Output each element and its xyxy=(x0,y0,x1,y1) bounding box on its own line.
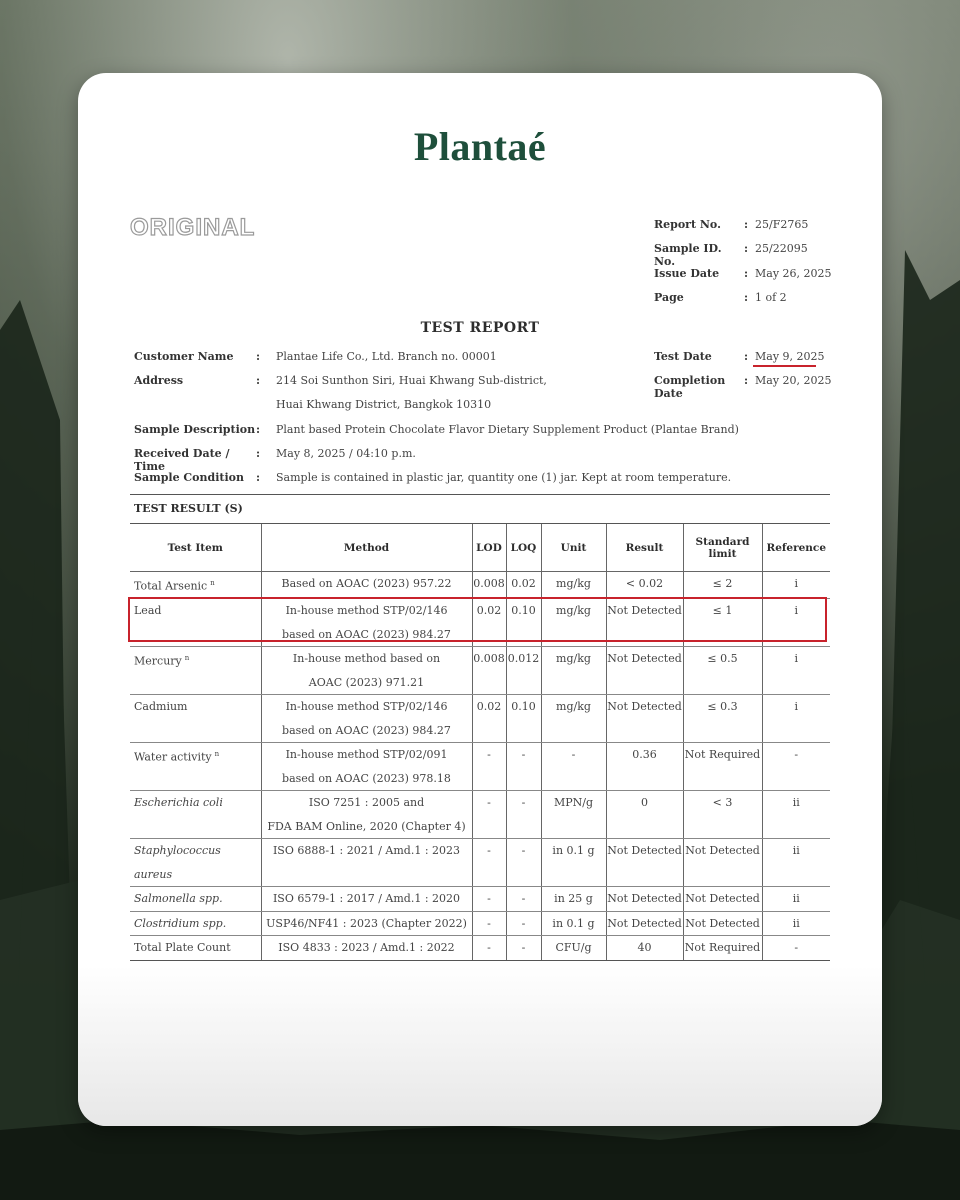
method-line: based on AOAC (2023) 978.18 xyxy=(282,771,451,785)
method-cell xyxy=(261,791,472,839)
info-colon: : xyxy=(256,470,261,484)
date-row xyxy=(654,350,832,374)
table-row xyxy=(130,572,830,599)
limit-cell: Not Required xyxy=(683,743,762,791)
info-value: Plantae Life Co., Ltd. Branch no. 00001 xyxy=(276,350,497,363)
lod-cell: 0.008 xyxy=(472,572,506,599)
test-item-cell xyxy=(130,695,261,743)
unit-cell: mg/kg xyxy=(541,599,606,647)
info-colon: : xyxy=(256,374,261,388)
test-item-cell xyxy=(130,743,261,791)
unit-cell: MPN/g xyxy=(541,791,606,839)
unit-cell: mg/kg xyxy=(541,572,606,599)
results-table-wrap xyxy=(130,524,830,961)
table-row xyxy=(130,791,830,839)
info-row xyxy=(134,471,739,495)
test-item: Water activity xyxy=(134,750,212,764)
test-item-cell xyxy=(130,936,261,961)
column-header: Unit xyxy=(541,524,606,572)
test-item-cell xyxy=(130,887,261,912)
method-cell xyxy=(261,936,472,961)
loq-cell: 0.10 xyxy=(506,599,541,647)
test-item-cell xyxy=(130,572,261,599)
info-colon: : xyxy=(256,446,261,460)
method-line: USP46/NF41 : 2023 (Chapter 2022) xyxy=(266,916,467,930)
info-row xyxy=(134,350,739,374)
test-item: Clostridium spp. xyxy=(134,916,227,930)
meta-row xyxy=(654,242,832,269)
unit-cell: in 25 g xyxy=(541,887,606,912)
meta-row xyxy=(654,291,832,315)
divider xyxy=(130,494,830,495)
test-item: Staphylococcus aureus xyxy=(134,844,221,881)
meta-label: Issue Date xyxy=(654,266,720,280)
column-header: Method xyxy=(261,524,472,572)
table-row xyxy=(130,936,830,961)
info-colon xyxy=(256,398,276,422)
info-row xyxy=(134,374,739,398)
test-item: Mercury xyxy=(134,654,182,668)
test-item: Total Plate Count xyxy=(134,941,231,955)
results-table xyxy=(130,524,830,961)
loq-cell: - xyxy=(506,839,541,887)
test-item-cell xyxy=(130,791,261,839)
ref-cell: ii xyxy=(762,791,830,839)
customer-info xyxy=(134,350,739,495)
result-cell: Not Detected xyxy=(606,695,683,743)
method-cell xyxy=(261,572,472,599)
info-row xyxy=(134,398,739,422)
original-stamp: ORIGINAL xyxy=(130,214,256,241)
column-header: Result xyxy=(606,524,683,572)
date-label: Completion Date xyxy=(654,374,726,401)
lod-cell: - xyxy=(472,887,506,912)
ref-cell: i xyxy=(762,695,830,743)
unit-cell: in 0.1 g xyxy=(541,911,606,936)
column-header: LOQ xyxy=(506,524,541,572)
loq-cell: - xyxy=(506,911,541,936)
test-item: Cadmium xyxy=(134,700,188,714)
method-line: FDA BAM Online, 2020 (Chapter 4) xyxy=(267,819,466,833)
test-item-cell xyxy=(130,839,261,887)
method-line: ISO 6579-1 : 2017 / Amd.1 : 2020 xyxy=(272,892,461,906)
result-cell: Not Detected xyxy=(606,911,683,936)
method-line: ISO 4833 : 2023 / Amd.1 : 2022 xyxy=(278,941,455,955)
test-item-cell xyxy=(130,647,261,695)
unit-cell: in 0.1 g xyxy=(541,839,606,887)
limit-cell: ≤ 2 xyxy=(683,572,762,599)
result-cell: Not Detected xyxy=(606,839,683,887)
info-label: Received Date / Time xyxy=(134,446,230,473)
info-label: Sample Description xyxy=(134,422,256,436)
column-header: LOD xyxy=(472,524,506,572)
lod-cell: - xyxy=(472,911,506,936)
limit-cell: Not Required xyxy=(683,936,762,961)
date-colon: : xyxy=(744,374,749,388)
result-cell: < 0.02 xyxy=(606,572,683,599)
method-line: In-house method STP/02/146 xyxy=(285,604,448,618)
table-row xyxy=(130,887,830,912)
unit-cell: CFU/g xyxy=(541,936,606,961)
lod-cell: - xyxy=(472,791,506,839)
method-line: In-house method based on xyxy=(292,652,441,666)
table-row xyxy=(130,647,830,695)
table-row xyxy=(130,743,830,791)
meta-value: 25/22095 xyxy=(755,242,808,256)
method-line: In-house method STP/02/091 xyxy=(285,748,448,762)
loq-cell: 0.10 xyxy=(506,695,541,743)
lod-cell: 0.008 xyxy=(472,647,506,695)
test-item: Total Arsenic xyxy=(134,579,208,593)
loq-cell: - xyxy=(506,936,541,961)
method-cell xyxy=(261,647,472,695)
result-cell: Not Detected xyxy=(606,887,683,912)
meta-colon: : xyxy=(744,290,749,304)
meta-label: Report No. xyxy=(654,218,721,231)
column-header: Reference xyxy=(762,524,830,572)
meta-label: Page xyxy=(654,290,684,304)
ref-cell: - xyxy=(762,936,830,961)
ref-cell: ii xyxy=(762,887,830,912)
info-label: Address xyxy=(134,374,184,388)
results-title: TEST RESULT (S) xyxy=(134,502,243,515)
report-card xyxy=(78,73,882,1126)
test-date-underline xyxy=(753,365,816,367)
info-value: 214 Soi Sunthon Siri, Huai Khwang Sub-district, xyxy=(276,374,547,388)
info-colon: : xyxy=(256,422,261,436)
info-label: Sample Condition xyxy=(134,470,244,484)
method-line: In-house method STP/02/146 xyxy=(285,700,448,714)
info-value: Huai Khwang District, Bangkok 10310 xyxy=(276,398,492,412)
lod-cell: - xyxy=(472,936,506,961)
loq-cell: - xyxy=(506,743,541,791)
meta-row xyxy=(654,267,832,291)
unit-cell: mg/kg xyxy=(541,647,606,695)
ref-cell: i xyxy=(762,647,830,695)
meta-row xyxy=(654,218,832,242)
test-item: Lead xyxy=(134,604,162,618)
limit-cell: < 3 xyxy=(683,791,762,839)
meta-colon: : xyxy=(744,266,749,280)
ref-cell: - xyxy=(762,743,830,791)
info-label xyxy=(134,398,256,422)
lod-cell: - xyxy=(472,839,506,887)
date-colon: : xyxy=(744,350,749,363)
loq-cell: - xyxy=(506,791,541,839)
meta-value: 25/F2765 xyxy=(755,218,809,231)
unit-cell: - xyxy=(541,743,606,791)
test-item: Salmonella spp. xyxy=(134,892,223,906)
brand-logo: Plantaé xyxy=(413,124,547,169)
column-header: Test Item xyxy=(130,524,261,572)
column-header: Standard limit xyxy=(683,524,762,572)
method-cell xyxy=(261,887,472,912)
method-line: based on AOAC (2023) 984.27 xyxy=(282,627,451,641)
meta-colon: : xyxy=(744,242,749,256)
footnote-mark: n xyxy=(214,750,220,759)
lod-cell: 0.02 xyxy=(472,599,506,647)
loq-cell: 0.012 xyxy=(506,647,541,695)
method-cell xyxy=(261,839,472,887)
date-value: May 20, 2025 xyxy=(755,374,832,388)
info-value: Sample is contained in plastic jar, quantity one (1) jar. Kept at room temperature. xyxy=(276,470,732,484)
method-cell xyxy=(261,911,472,936)
method-cell xyxy=(261,695,472,743)
info-colon: : xyxy=(256,350,261,363)
date-row xyxy=(654,374,832,401)
test-item: Escherichia coli xyxy=(134,796,223,810)
result-cell: 40 xyxy=(606,936,683,961)
loq-cell: 0.02 xyxy=(506,572,541,599)
method-line: AOAC (2023) 971.21 xyxy=(308,675,425,689)
date-value: May 9, 2025 xyxy=(755,350,825,363)
footnote-mark: n xyxy=(184,654,190,663)
method-line: Based on AOAC (2023) 957.22 xyxy=(281,577,452,590)
limit-cell: ≤ 0.3 xyxy=(683,695,762,743)
lod-cell: 0.02 xyxy=(472,695,506,743)
ref-cell: i xyxy=(762,599,830,647)
report-title: TEST REPORT xyxy=(420,320,540,336)
result-cell: Not Detected xyxy=(606,647,683,695)
limit-cell: Not Detected xyxy=(683,911,762,936)
method-line: ISO 6888-1 : 2021 / Amd.1 : 2023 xyxy=(272,844,461,858)
limit-cell: ≤ 1 xyxy=(683,599,762,647)
meta-value: 1 of 2 xyxy=(755,290,787,304)
footnote-mark: n xyxy=(210,579,215,587)
info-row xyxy=(134,423,739,447)
method-cell xyxy=(261,743,472,791)
meta-colon: : xyxy=(744,218,749,231)
unit-cell: mg/kg xyxy=(541,695,606,743)
lead-row-highlight xyxy=(128,597,827,642)
info-value: Plant based Protein Chocolate Flavor Dietary Supplement Product (Plantae Brand) xyxy=(276,422,739,436)
test-dates xyxy=(654,350,832,399)
result-cell: Not Detected xyxy=(606,599,683,647)
ref-cell: i xyxy=(762,572,830,599)
table-row xyxy=(130,839,830,887)
info-row xyxy=(134,447,739,471)
meta-value: May 26, 2025 xyxy=(755,266,832,280)
test-item-cell xyxy=(130,911,261,936)
limit-cell: ≤ 0.5 xyxy=(683,647,762,695)
lod-cell: - xyxy=(472,743,506,791)
info-value: May 8, 2025 / 04:10 p.m. xyxy=(276,446,416,460)
loq-cell: - xyxy=(506,887,541,912)
meta-label: Sample ID. No. xyxy=(654,242,722,269)
limit-cell: Not Detected xyxy=(683,839,762,887)
table-row xyxy=(130,911,830,936)
result-cell: 0 xyxy=(606,791,683,839)
report-meta xyxy=(654,218,832,315)
method-line: ISO 7251 : 2005 and xyxy=(308,796,425,810)
ref-cell: ii xyxy=(762,839,830,887)
table-row xyxy=(130,695,830,743)
result-cell: 0.36 xyxy=(606,743,683,791)
limit-cell: Not Detected xyxy=(683,887,762,912)
info-label: Customer Name xyxy=(134,350,234,363)
method-line: based on AOAC (2023) 984.27 xyxy=(282,723,451,737)
date-label: Test Date xyxy=(654,350,712,363)
ref-cell: ii xyxy=(762,911,830,936)
